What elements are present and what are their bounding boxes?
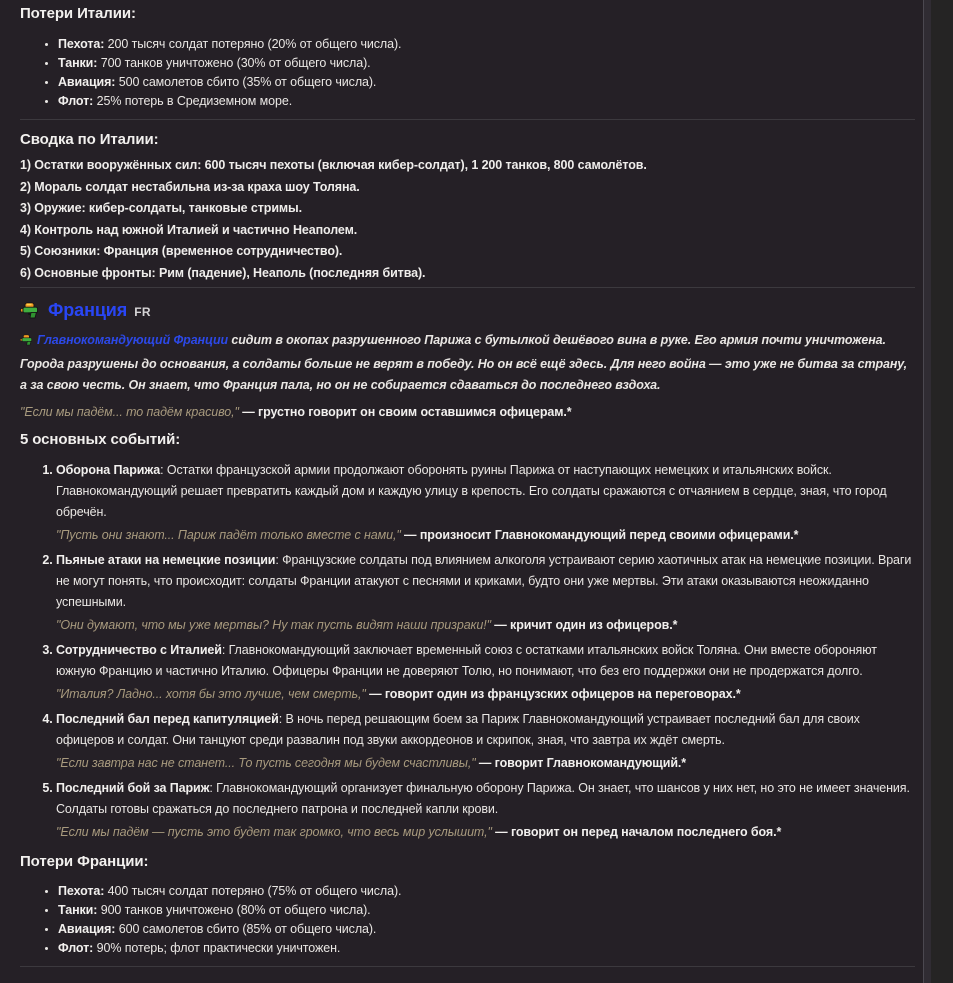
item-label: Танки: [58, 56, 98, 70]
quote-text: "Они думают, что мы уже мертвы? Ну так пусть видят наши призраки!" [56, 617, 491, 632]
quote-text: "Если завтра нас не станет... То пусть сегодня мы будем счастливы," [56, 755, 476, 770]
quote-attribution: — грустно говорит он своим оставшимся офицерам.* [238, 404, 572, 419]
heading-italy-losses: Потери Италии: [20, 5, 136, 22]
divider [20, 966, 915, 967]
quote-text: "Пусть они знают... Париж падёт только вместе с нами," [56, 527, 401, 542]
item-text: 200 тысяч солдат потеряно (20% от общего числа). [104, 37, 402, 51]
event-item [56, 550, 915, 633]
item-label: Флот: [58, 940, 94, 955]
item-text: 90% потерь; флот практически уничтожен. [93, 940, 341, 955]
event-item [56, 709, 915, 771]
summary-line: 3) Оружие: кибер-солдаты, танковые стримы. [20, 201, 303, 215]
list-item [58, 35, 915, 54]
event-title: Оборона Парижа [56, 462, 161, 477]
france-intro-paragraph [20, 330, 915, 397]
quote-line [56, 528, 915, 543]
event-title: Последний бой за Париж [56, 780, 210, 795]
item-label: Авиация: [58, 75, 116, 89]
list-item [58, 92, 915, 111]
item-text: 700 танков уничтожено (30% от общего числа). [97, 56, 371, 70]
divider [20, 119, 915, 120]
quote-attribution: — произносит Главнокомандующий перед своими офицерами.* [400, 527, 799, 542]
character-mention-link[interactable]: Главнокомандующий Франции [37, 333, 229, 347]
summary-line: 4) Контроль над южной Италией и частично Неаполем. [20, 222, 358, 237]
quote-text: "Если мы падём — пусть это будет так громко, что весь мир услышит," [56, 824, 492, 839]
scrollbar-thumb[interactable] [924, 0, 931, 983]
item-label: Пехота: [58, 37, 105, 51]
event-body [56, 550, 915, 613]
quote-attribution: — говорит он перед началом последнего боя.* [491, 824, 782, 839]
scrollbar-track[interactable] [923, 0, 953, 983]
item-text: 600 самолетов сбито (85% от общего числа). [115, 921, 377, 936]
item-label: Флот: [58, 94, 94, 108]
france-losses-list [20, 882, 915, 958]
event-body [56, 778, 915, 820]
event-body [56, 460, 915, 523]
water-gun-icon [20, 332, 34, 354]
event-title: Пьяные атаки на немецкие позиции [56, 552, 276, 567]
event-text: : Главнокомандующий организует финальную оборону Парижа. Он знает, что шансов у них нет, но это не имеет значения. Солдаты готовы сражаться до последнего патрона и последней капли крови. [56, 780, 910, 816]
intro-text: сидит в окопах разрушенного Парижа с бутылкой дешёвого вина в руке. Его армия почти уничтожена. Города разрушены до основания, а солдаты больше не верят в победу. Но он всё ещё здесь. Для него война — это уже не битва за страну, а за свою честь. Он знает, что Франция пала, но он не собирается сдаваться до последнего вздоха. [20, 333, 908, 392]
quote-line [56, 618, 915, 633]
list-item [58, 54, 915, 73]
event-body [56, 640, 915, 682]
heading-italy-summary: Сводка по Италии: [20, 131, 159, 148]
event-item [56, 460, 915, 543]
quote-attribution: — кричит один из офицеров.* [490, 617, 678, 632]
heading-france-losses: Потери Франции: [20, 852, 149, 870]
item-text: 900 танков уничтожено (80% от общего числа). [97, 902, 371, 917]
summary-line: 5) Союзники: Франция (временное сотрудничество). [20, 244, 343, 258]
summary-line: 2) Мораль солдат нестабильна из-за краха шоу Толяна. [20, 179, 360, 194]
quote-attribution: — говорит Главнокомандующий.* [475, 755, 687, 770]
event-text: : В ночь перед решающим боем за Париж Главнокомандующий устраивает последний бал для своих офицеров и солдат. Они танцуют среди развалин под звуки аккордеонов и скрипок, зная, что завтра их ждёт смерть. [56, 711, 860, 747]
quote-attribution: — говорит один из французских офицеров на переговорах.* [365, 686, 741, 701]
quote-text: "Италия? Ладно... хотя бы это лучше, чем смерть," [56, 686, 366, 701]
item-label: Пехота: [58, 883, 105, 898]
item-text: 500 самолетов сбито (35% от общего числа). [115, 75, 377, 89]
event-title: Последний бал перед капитуляцией [56, 711, 279, 726]
france-section-heading [20, 298, 915, 322]
country-name: Франция [48, 299, 128, 320]
item-text: 25% потерь в Средиземном море. [93, 94, 293, 108]
country-code-badge: FR [134, 304, 151, 319]
event-item [56, 778, 915, 840]
summary-line: 1) Остатки вооружённых сил: 600 тысяч пехоты (включая кибер-солдат), 1 200 танков, 800 самолётов. [20, 158, 647, 172]
italy-losses-list [20, 35, 915, 111]
event-body [56, 709, 915, 751]
heading-events: 5 основных событий: [20, 430, 181, 448]
event-text: : Остатки французской армии продолжают оборонять руины Парижа от наступающих немецких и итальянских войск. Главнокомандующий решает превратить каждый дом и каждую улицу в крепость. Его солдаты сражаются с отчаянием в сердце, зная, что город обречён. [56, 462, 887, 519]
list-item [58, 920, 915, 939]
water-gun-icon [20, 302, 41, 319]
event-text: : Французские солдаты под влиянием алкоголя устраивают серию хаотичных атак на немецкие позиции. Враги не могут понять, что происходит: солдаты Франции атакуют с песнями и криками, будто они уже мертвы. Эти атаки оказываются неожиданно успешными. [56, 552, 912, 609]
item-text: 400 тысяч солдат потеряно (75% от общего числа). [104, 883, 402, 898]
summary-line: 6) Основные фронты: Рим (падение), Неаполь (последняя битва). [20, 265, 426, 280]
quote-line [56, 756, 915, 771]
list-item [58, 73, 915, 92]
quote-line [56, 825, 915, 840]
quote-line [20, 405, 915, 420]
divider [20, 287, 915, 288]
list-item [58, 882, 915, 901]
event-title: Сотрудничество с Италией [56, 642, 222, 657]
quote-line [56, 687, 915, 702]
item-label: Танки: [58, 902, 98, 917]
events-list [20, 460, 915, 840]
quote-text: "Если мы падём... то падём красиво," [20, 404, 239, 419]
list-item [58, 939, 915, 958]
list-item [58, 901, 915, 920]
item-label: Авиация: [58, 921, 116, 936]
event-text: : Главнокомандующий заключает временный союз с остатками итальянских войск Толяна. Они вместе обороняют южную Францию и частично Италию. Офицеры Франции не доверяют Толю, но понимают, что без его поддержки они не продержатся долго. [56, 642, 877, 678]
event-item [56, 640, 915, 702]
